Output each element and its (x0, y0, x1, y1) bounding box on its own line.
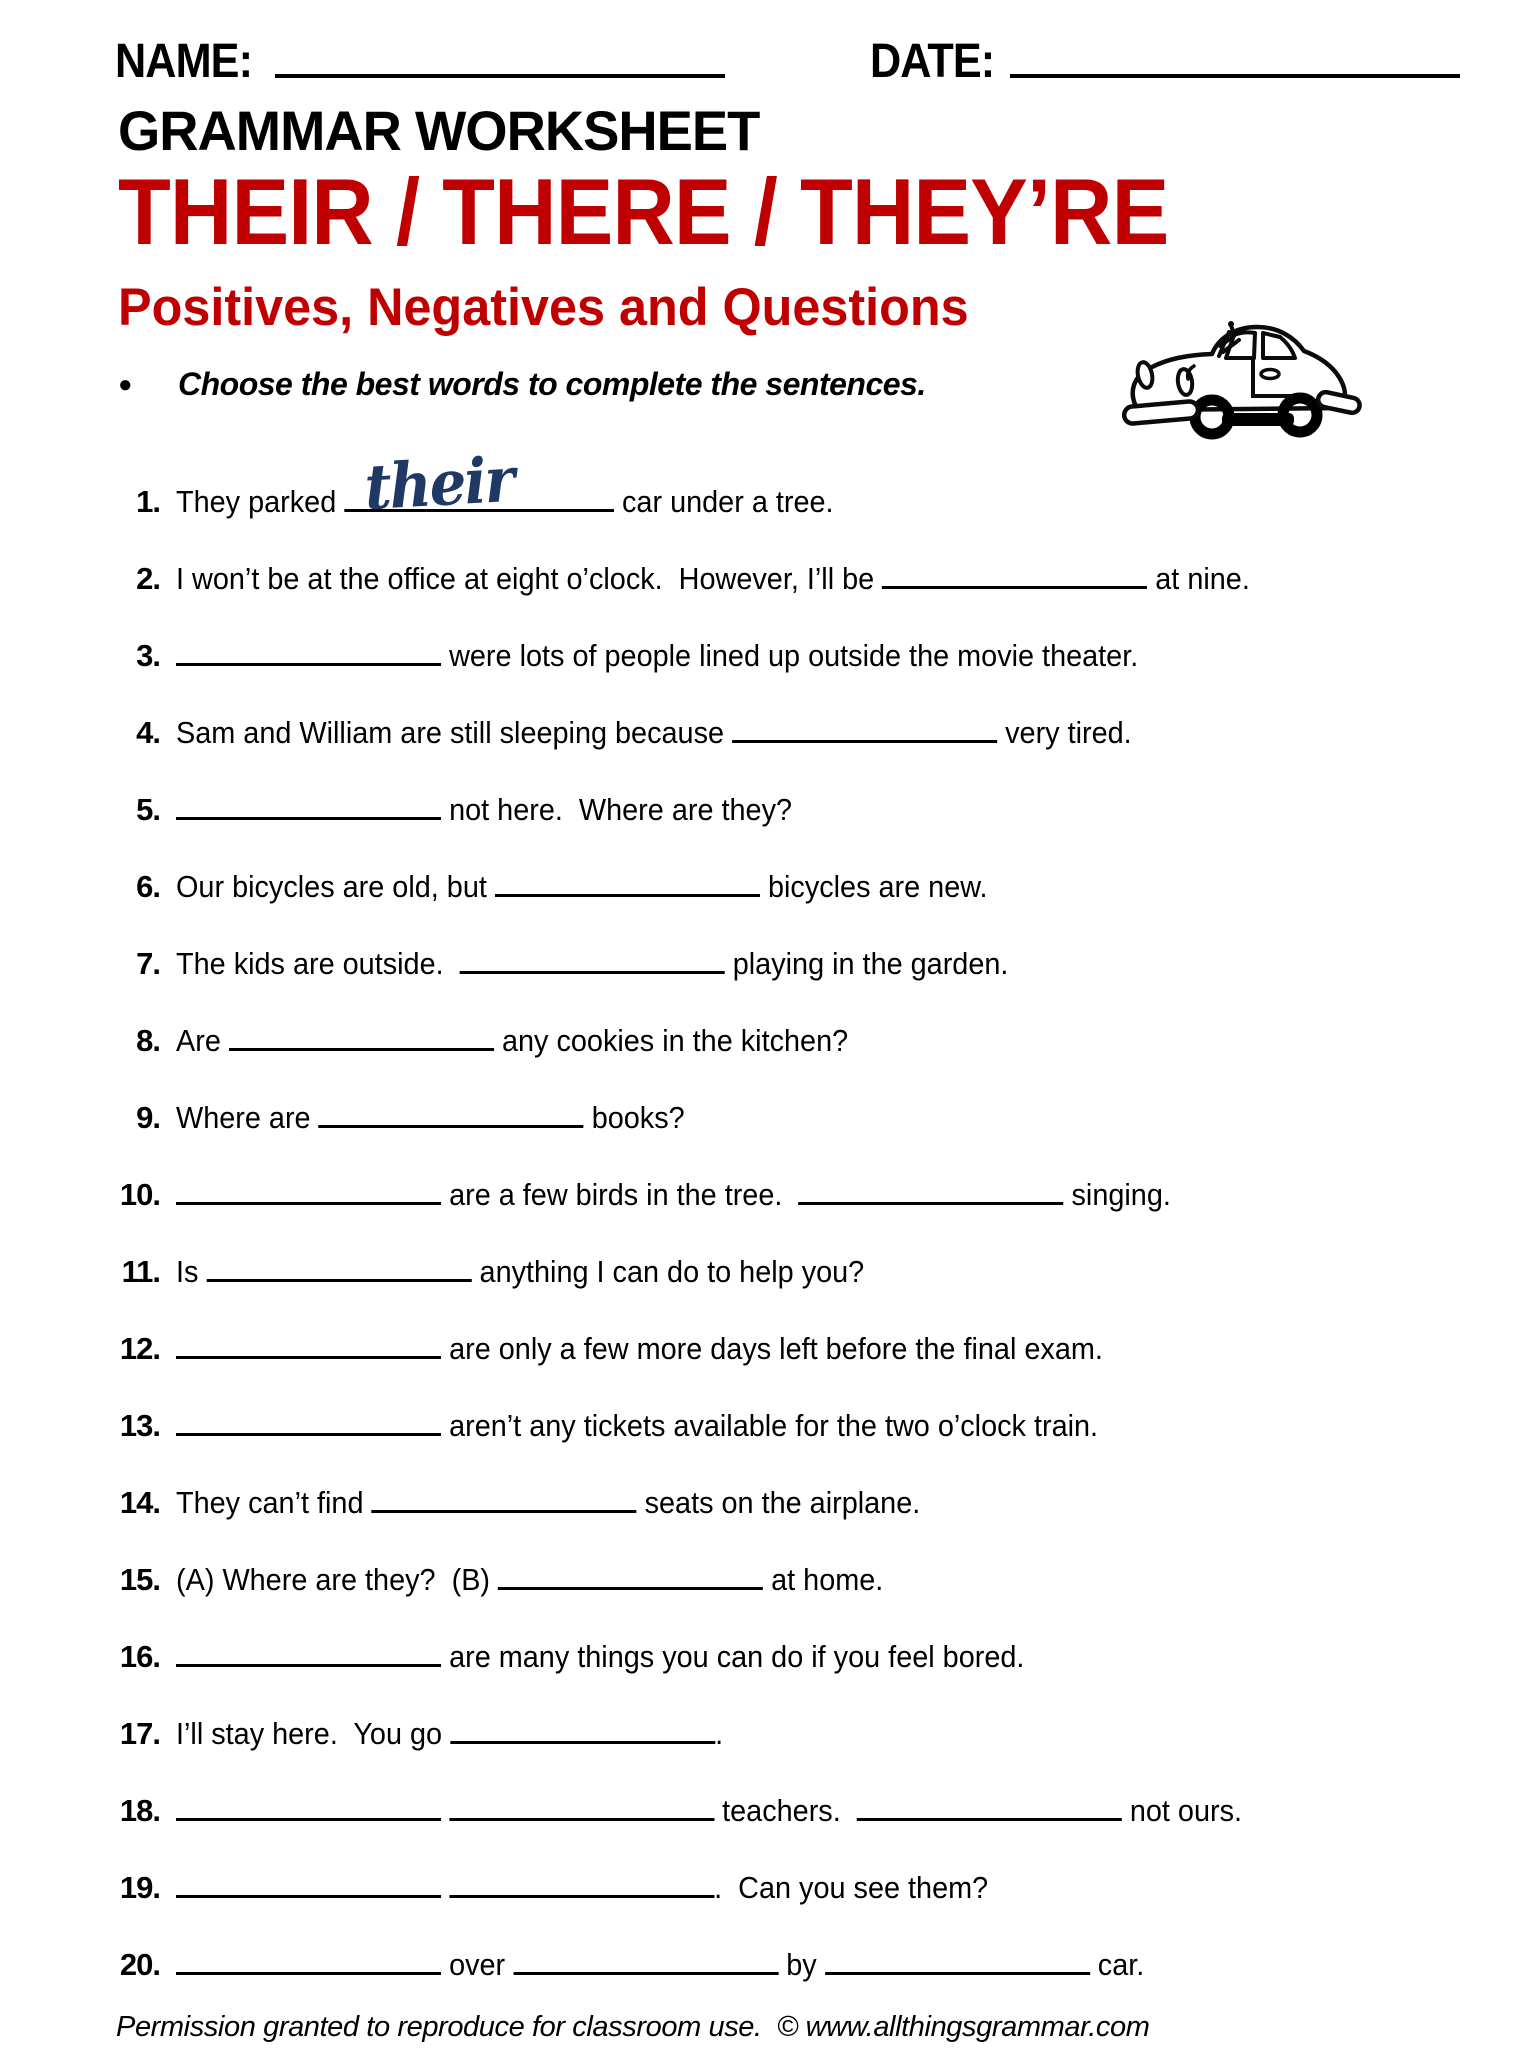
answer-blank[interactable] (498, 1557, 763, 1590)
sentence-text: I’ll stay here. You go (176, 1716, 443, 1751)
sentence-text: I won’t be at the office at eight o’clock. However, I’ll be (176, 561, 875, 596)
item-number: 9. (136, 1100, 160, 1135)
worksheet-item-8 (90, 1018, 899, 1058)
worksheet-item-4 (90, 710, 1204, 750)
item-number: 3. (136, 638, 160, 673)
answer-blank[interactable] (798, 1172, 1063, 1205)
answer-blank[interactable] (176, 1942, 441, 1975)
sentence-text: singing. (1071, 1177, 1171, 1212)
answer-blank[interactable] (176, 1634, 441, 1667)
item-number: 17. (119, 1716, 160, 1751)
answer-blank[interactable] (176, 1172, 441, 1205)
page-title: THEIR / THERE / THEY’RE (118, 159, 1169, 264)
worksheet-item-18 (90, 1788, 1322, 1828)
sentence-text: seats on the airplane. (644, 1485, 921, 1520)
sentence-text: are only a few more days left before the final exam. (449, 1331, 1103, 1366)
page-subtitle: Positives, Negatives and Questions (118, 278, 969, 337)
item-sentence (176, 787, 792, 827)
sentence-text: Our bicycles are old, but (176, 869, 487, 904)
sentence-text: car under a tree. (622, 484, 834, 519)
answer-blank[interactable] (372, 1480, 637, 1513)
sentence-text: by (786, 1947, 817, 1982)
sentence-text: bicycles are new. (767, 869, 988, 904)
sentence-text: car. (1097, 1947, 1145, 1982)
item-sentence (176, 941, 1008, 981)
sentence-text: The kids are outside. (176, 946, 452, 981)
item-number: 6. (136, 869, 160, 904)
kicker-title: GRAMMAR WORKSHEET (118, 99, 760, 162)
item-sentence (176, 1788, 1242, 1828)
worksheet-item-6 (90, 864, 1049, 904)
item-number: 10. (119, 1177, 160, 1212)
sentence-text: are a few birds in the tree. (449, 1177, 791, 1212)
item-sentence (176, 633, 1138, 673)
item-number: 12. (119, 1331, 160, 1366)
worksheet-item-5 (90, 787, 838, 827)
bullet-icon: ● (118, 371, 133, 398)
item-sentence (176, 1865, 988, 1905)
item-sentence (176, 1095, 685, 1135)
sentence-text: Sam and William are still sleeping because (176, 715, 725, 750)
sentence-text: not ours. (1129, 1793, 1243, 1828)
date-label: DATE: (870, 35, 995, 88)
worksheet-item-17 (90, 1711, 764, 1751)
item-sentence (176, 1557, 883, 1597)
answer-blank[interactable] (882, 556, 1147, 589)
item-number: 16. (119, 1639, 160, 1674)
worksheet-item-19 (90, 1865, 1049, 1905)
worksheet-item-3 (90, 633, 1211, 673)
name-label: NAME: (115, 35, 253, 88)
worksheet-item-14 (90, 1480, 976, 1520)
sentence-text: aren’t any tickets available for the two o’clock train. (449, 1408, 1099, 1443)
item-sentence (176, 1326, 1103, 1366)
worksheet-item-11 (90, 1249, 916, 1289)
worksheet-item-2 (90, 556, 1331, 596)
answer-blank[interactable] (857, 1788, 1122, 1821)
answer-blank[interactable] (732, 710, 997, 743)
item-sentence (176, 1711, 723, 1751)
item-sentence (176, 556, 1250, 596)
sentence-text: . (715, 1716, 724, 1751)
answer-blank[interactable] (513, 1942, 778, 1975)
item-number: 2. (136, 561, 160, 596)
sentence-text: anything I can do to help you? (479, 1254, 865, 1289)
item-number: 11. (121, 1254, 160, 1289)
item-number: 18. (119, 1793, 160, 1828)
sentence-text: are many things you can do if you feel bored. (449, 1639, 1025, 1674)
item-number: 19. (119, 1870, 160, 1905)
item-sentence (176, 1480, 920, 1520)
answer-blank[interactable] (176, 1788, 441, 1821)
answer-blank[interactable] (176, 1865, 441, 1898)
answer-blank[interactable] (229, 1018, 494, 1051)
worksheet-item-16 (90, 1634, 1088, 1674)
sentence-text: They can’t find (176, 1485, 364, 1520)
item-number: 20. (119, 1947, 160, 1982)
worksheet-item-1 (90, 442, 883, 525)
instruction-text: Choose the best words to complete the sentences. (178, 366, 926, 402)
item-sentence (176, 1172, 1171, 1212)
item-sentence (176, 864, 987, 904)
item-sentence (176, 710, 1132, 750)
answer-blank[interactable] (825, 1942, 1090, 1975)
answer-blank[interactable] (176, 1326, 441, 1359)
sentence-text: books? (591, 1100, 685, 1135)
answer-blank[interactable] (176, 1403, 441, 1436)
item-sentence (176, 1018, 848, 1058)
answer-blank[interactable] (460, 941, 725, 974)
sentence-text: at home. (771, 1562, 884, 1597)
answer-blank[interactable] (206, 1249, 471, 1282)
name-fill-line[interactable] (275, 74, 725, 78)
item-number: 13. (119, 1408, 160, 1443)
sentence-text: Are (176, 1023, 221, 1058)
handwritten-answer: their (363, 442, 515, 525)
item-sentence (176, 1634, 1024, 1674)
worksheet-item-9 (90, 1095, 723, 1135)
item-sentence (176, 1403, 1098, 1443)
sentence-text: They parked (176, 484, 337, 519)
sentence-text: were lots of people lined up outside the movie theater. (449, 638, 1139, 673)
worksheet-item-7 (90, 941, 1071, 981)
item-number: 4. (136, 715, 160, 750)
sentence-text: . Can you see them? (714, 1870, 989, 1905)
item-number: 5. (136, 792, 160, 827)
footer-copyright: Permission granted to reproduce for classroom use. © www.allthingsgrammar.com (116, 2011, 1150, 2043)
sentence-text: over (449, 1947, 506, 1982)
answer-blank[interactable] (176, 633, 441, 666)
answer-blank[interactable] (495, 864, 760, 897)
sentence-text: any cookies in the kitchen? (501, 1023, 849, 1058)
item-number: 7. (136, 946, 160, 981)
answer-blank[interactable] (344, 442, 614, 525)
worksheet-item-12 (90, 1326, 1173, 1366)
date-fill-line[interactable] (1010, 74, 1460, 78)
item-number: 8. (136, 1023, 160, 1058)
item-number: 1. (136, 484, 160, 519)
worksheet-item-10 (90, 1172, 1246, 1212)
item-number: 14. (119, 1485, 160, 1520)
sentence-text: teachers. (722, 1793, 849, 1828)
answer-blank[interactable] (176, 787, 441, 820)
sentence-text: (A) Where are they? (B) (176, 1562, 491, 1597)
sentence-text: very tired. (1005, 715, 1132, 750)
car-clipart-icon (1122, 318, 1362, 444)
item-sentence (176, 442, 834, 525)
item-sentence (176, 1942, 1144, 1982)
answer-blank[interactable] (449, 1865, 714, 1898)
sentence-text: not here. Where are they? (449, 792, 793, 827)
answer-blank[interactable] (319, 1095, 584, 1128)
item-number: 15. (119, 1562, 160, 1597)
sentence-text: Where are (176, 1100, 311, 1135)
answer-blank[interactable] (449, 1788, 714, 1821)
answer-blank[interactable] (450, 1711, 715, 1744)
sentence-text: Is (176, 1254, 199, 1289)
item-sentence (176, 1249, 864, 1289)
worksheet-item-13 (90, 1403, 1167, 1443)
worksheet-item-15 (90, 1557, 937, 1597)
worksheet-item-20 (90, 1942, 1217, 1982)
sentence-text: playing in the garden. (732, 946, 1009, 981)
sentence-text: at nine. (1155, 561, 1250, 596)
